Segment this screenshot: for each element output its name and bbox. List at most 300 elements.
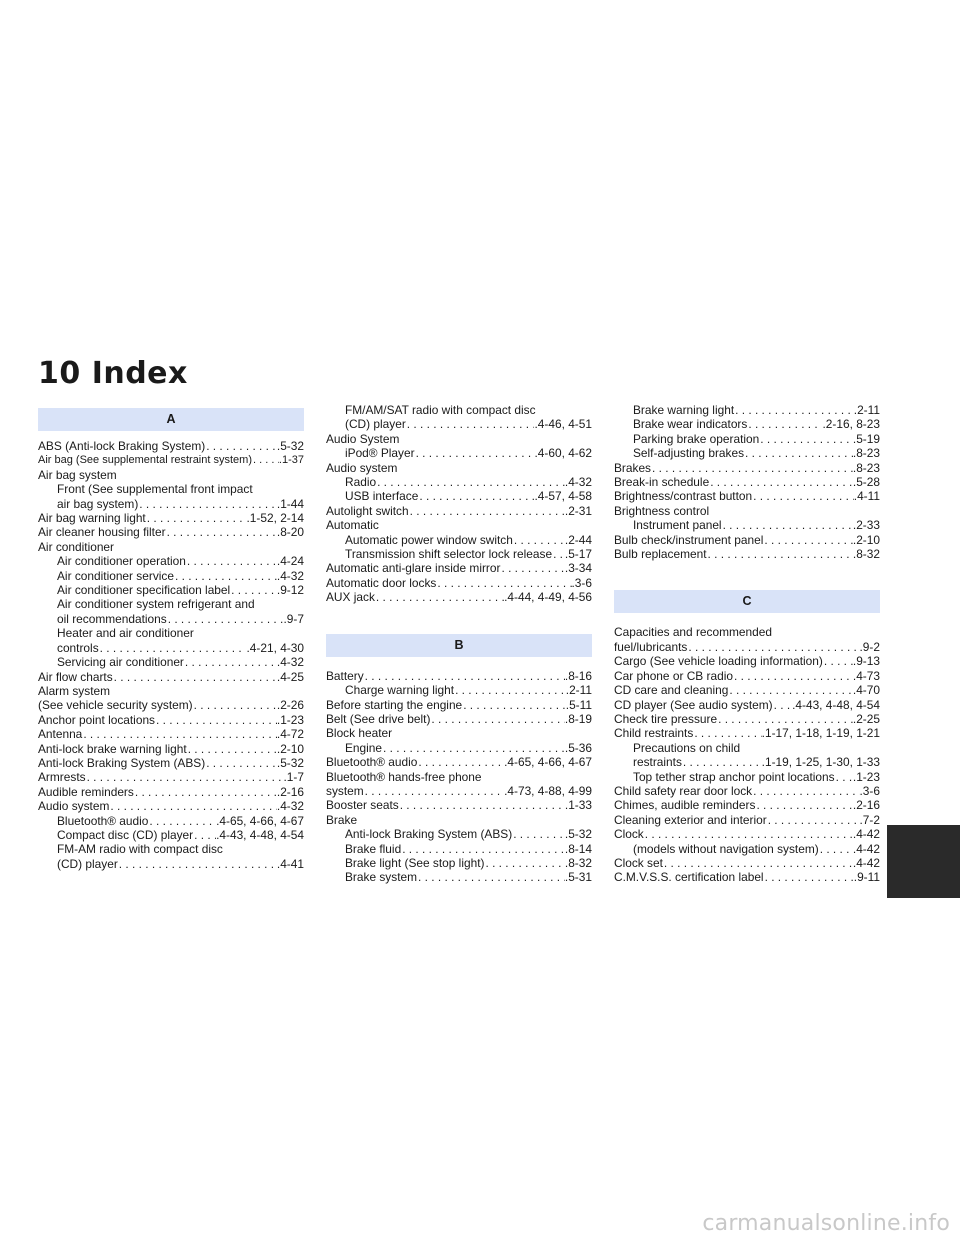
index-entry-label: CD player (See audio system) xyxy=(614,697,773,712)
index-entry-page: .4-57, 4-58 xyxy=(534,489,592,504)
index-entry xyxy=(326,504,592,518)
index-entry-page: .2-11 xyxy=(565,683,592,698)
index-entry-label: Transmission shift selector lock release xyxy=(345,547,553,562)
index-entry-label: oil recommendations xyxy=(57,611,167,626)
dot-leader xyxy=(375,590,504,604)
index-entry-label: Brakes xyxy=(614,460,652,475)
index-entry xyxy=(614,489,880,503)
index-column-1 xyxy=(38,408,304,871)
index-entry xyxy=(38,641,304,655)
index-entry xyxy=(38,439,304,453)
index-entry-label: Self-adjusting brakes xyxy=(633,446,745,461)
index-entry-page: .5-17 xyxy=(564,547,592,562)
dot-leader xyxy=(819,842,853,856)
index-entry-page: .9-2 xyxy=(859,639,880,654)
index-heading: FM-AM radio with compact disc xyxy=(57,842,223,857)
dot-leader xyxy=(113,670,277,684)
dot-leader xyxy=(193,698,277,712)
index-entry-label: Battery xyxy=(326,668,364,683)
index-entry-page: .4-32 xyxy=(276,799,304,814)
index-entry xyxy=(614,669,880,683)
index-entry-label: Air cleaner housing filter xyxy=(38,525,166,540)
dot-leader xyxy=(415,446,535,460)
page-title: 10 Index xyxy=(38,356,188,391)
dot-leader xyxy=(767,813,860,827)
index-entry xyxy=(326,590,592,604)
index-entry xyxy=(326,698,592,712)
index-entry-label: iPod® Player xyxy=(345,446,415,461)
index-entry-label: Anti-lock brake warning light xyxy=(38,741,187,756)
index-heading: Capacities and recommended xyxy=(614,625,772,640)
dot-leader xyxy=(99,641,247,655)
index-entry-label: Automatic door locks xyxy=(326,575,437,590)
index-column-3 xyxy=(614,403,880,885)
dot-leader xyxy=(174,569,277,583)
index-entry-label: Check tire pressure xyxy=(614,711,718,726)
index-entry xyxy=(38,828,304,842)
index-entry xyxy=(326,798,592,812)
index-entry xyxy=(614,856,880,870)
index-entry-page: .4-72 xyxy=(276,727,304,742)
index-entry-page: .4-42 xyxy=(852,855,880,870)
dot-leader xyxy=(755,798,852,812)
index-entry xyxy=(614,417,880,431)
index-entry-label: Antenna xyxy=(38,727,83,742)
index-entry xyxy=(38,583,304,597)
index-entry xyxy=(614,726,880,740)
index-entry-label: Automatic power window switch xyxy=(345,532,513,547)
index-entry-label: Brightness/contrast button xyxy=(614,489,753,504)
index-entry-label: Charge warning light xyxy=(345,683,455,698)
dot-leader xyxy=(252,453,279,467)
index-entry xyxy=(38,612,304,626)
index-entry-label: Instrument panel xyxy=(633,518,722,533)
index-entry xyxy=(38,857,304,871)
index-entry-page: .5-31 xyxy=(564,870,592,885)
dot-leader xyxy=(118,857,277,871)
dot-leader xyxy=(138,497,277,511)
dot-leader xyxy=(759,432,853,446)
index-entry xyxy=(614,827,880,841)
index-entry-label: air bag system) xyxy=(57,496,139,511)
index-entry-page: .4-25 xyxy=(276,669,304,684)
index-entry-label: (models without navigation system) xyxy=(633,841,819,856)
index-entry-label: Armrests xyxy=(38,770,86,785)
index-entry-label: Audio system xyxy=(38,799,110,814)
index-entry xyxy=(38,511,304,525)
index-entry xyxy=(38,713,304,727)
index-entry-page: .8-19 xyxy=(564,711,592,726)
index-entry-page: .1-52, 2-14 xyxy=(246,511,304,526)
index-entry-page: .2-16, 8-23 xyxy=(822,417,880,432)
index-entry xyxy=(614,432,880,446)
index-entry-label: CD care and cleaning xyxy=(614,683,729,698)
dot-leader xyxy=(82,727,277,741)
index-entry-page: .1-37 xyxy=(278,454,304,467)
index-entry-page: .2-44 xyxy=(564,532,592,547)
index-entry-label: Break-in schedule xyxy=(614,475,710,490)
dot-leader xyxy=(693,726,761,740)
index-entry-label: Clock set xyxy=(614,855,663,870)
index-entry-label: Compact disc (CD) player xyxy=(57,827,194,842)
index-entry xyxy=(326,489,592,503)
index-entry-page: .2-33 xyxy=(852,518,880,533)
index-entry-label: Car phone or CB radio xyxy=(614,668,733,683)
index-entry-page: .1-7 xyxy=(283,770,304,785)
index-entry-page: .4-44, 4-49, 4-56 xyxy=(504,590,592,605)
index-entry-page: .4-60, 4-62 xyxy=(534,446,592,461)
index-entry xyxy=(38,814,304,828)
index-entry-page: .1-33 xyxy=(564,798,592,813)
dot-leader xyxy=(134,785,277,799)
index-entry xyxy=(614,770,880,784)
index-entry-label: Parking brake operation xyxy=(633,431,760,446)
dot-leader xyxy=(752,784,859,798)
dot-leader xyxy=(230,583,277,597)
dot-leader xyxy=(513,533,565,547)
index-heading: Air conditioner system refrigerant and xyxy=(57,597,255,612)
index-entry-page: .8-32 xyxy=(564,855,592,870)
index-entry xyxy=(614,798,880,812)
index-entry-page: .3-34 xyxy=(564,561,592,576)
index-entry-label: system xyxy=(326,783,364,798)
dot-leader xyxy=(406,417,535,431)
index-entry-page: .9-11 xyxy=(853,870,880,885)
index-entry-label: Chimes, audible reminders xyxy=(614,798,756,813)
dot-leader xyxy=(155,713,277,727)
index-entry-label: Air flow charts xyxy=(38,669,113,684)
dot-leader xyxy=(728,683,853,697)
dot-leader xyxy=(773,698,792,712)
index-entry-page: .1-19, 1-25, 1-30, 1-33 xyxy=(761,755,880,770)
index-entry-page: .4-21, 4-30 xyxy=(246,640,304,655)
dot-leader xyxy=(205,756,277,770)
index-entry-page: .4-70 xyxy=(852,683,880,698)
index-entry xyxy=(326,446,592,460)
index-entry-label: Air conditioner service xyxy=(57,568,174,583)
index-entry-label: Child restraints xyxy=(614,726,694,741)
index-entry-label: Autolight switch xyxy=(326,503,409,518)
dot-leader xyxy=(186,554,277,568)
index-heading: Brightness control xyxy=(614,503,710,518)
dot-leader xyxy=(417,870,565,884)
dot-leader xyxy=(512,827,565,841)
index-entry xyxy=(38,756,304,770)
dot-leader xyxy=(500,561,564,575)
dot-leader xyxy=(401,842,565,856)
index-entry-page: .8-23 xyxy=(852,446,880,461)
index-entry-page: .3-6 xyxy=(571,575,592,590)
index-entry-page: .4-24 xyxy=(276,554,304,569)
index-entry-page: .8-20 xyxy=(276,525,304,540)
dot-leader xyxy=(364,784,504,798)
dot-leader xyxy=(707,547,853,561)
index-entry xyxy=(326,755,592,769)
dot-leader xyxy=(376,475,565,489)
index-entry-page: .8-23 xyxy=(852,460,880,475)
index-entry-label: Bluetooth® audio xyxy=(57,813,149,828)
dot-leader xyxy=(409,504,565,518)
index-entry-page: .4-32 xyxy=(276,655,304,670)
dot-leader xyxy=(109,799,277,813)
index-entry xyxy=(614,547,880,561)
index-entry-page: .5-32 xyxy=(564,827,592,842)
index-entry xyxy=(614,842,880,856)
index-heading: Audio system xyxy=(326,460,398,475)
dot-leader xyxy=(651,461,853,475)
index-heading: Brake xyxy=(326,812,358,827)
index-entry-label: Before starting the engine xyxy=(326,697,463,712)
index-entry-label: controls xyxy=(57,640,99,655)
index-entry xyxy=(614,446,880,460)
index-heading: Automatic xyxy=(326,518,379,533)
index-entry-label: Top tether strap anchor point locations xyxy=(633,769,835,784)
dot-leader xyxy=(764,870,854,884)
dot-leader xyxy=(399,798,565,812)
dot-leader xyxy=(148,814,216,828)
index-entry-label: C.M.V.S.S. certification label xyxy=(614,870,764,885)
index-entry-page: .4-42 xyxy=(852,841,880,856)
index-entry-page: .7-2 xyxy=(859,812,880,827)
index-heading: Bluetooth® hands-free phone xyxy=(326,769,482,784)
index-entry-label: Brake warning light xyxy=(633,403,735,417)
index-entry-label: Air conditioner operation xyxy=(57,554,186,569)
index-entry xyxy=(614,403,880,417)
index-heading: Air bag system xyxy=(38,467,117,482)
dot-leader xyxy=(193,828,216,842)
index-entry-label: Air bag warning light xyxy=(38,511,146,526)
index-entry-label: Bulb replacement xyxy=(614,547,707,562)
dot-leader xyxy=(835,770,853,784)
index-entry-label: Anti-lock Braking System (ABS) xyxy=(345,827,513,842)
index-entry-label: Cargo (See vehicle loading information) xyxy=(614,654,823,669)
index-entry-page: .5-32 xyxy=(276,755,304,770)
index-entry xyxy=(614,683,880,697)
index-entry-page: .4-32 xyxy=(564,475,592,490)
dot-leader xyxy=(823,654,853,668)
index-entry-label: (CD) player xyxy=(57,856,118,871)
index-entry xyxy=(38,727,304,741)
index-entry-label: Radio xyxy=(345,475,377,490)
index-entry xyxy=(326,547,592,561)
dot-leader xyxy=(744,446,853,460)
dot-leader xyxy=(733,669,853,683)
dot-leader xyxy=(663,856,853,870)
index-entry xyxy=(614,518,880,532)
dot-leader xyxy=(86,770,284,784)
dot-leader xyxy=(687,640,859,654)
index-entry xyxy=(614,654,880,668)
index-entry-label: fuel/lubricants xyxy=(614,639,688,654)
index-entry-page: .1-23 xyxy=(852,769,880,784)
dot-leader xyxy=(763,533,853,547)
index-entry-label: Brake system xyxy=(345,870,418,885)
dot-leader xyxy=(364,669,565,683)
index-entry xyxy=(614,640,880,654)
index-entry xyxy=(614,533,880,547)
index-entry-page: .2-16 xyxy=(852,798,880,813)
index-entry xyxy=(38,655,304,669)
index-entry-page: .4-43, 4-48, 4-54 xyxy=(216,827,304,842)
index-entry xyxy=(614,755,880,769)
index-entry xyxy=(326,417,592,431)
index-entry xyxy=(614,784,880,798)
dot-leader xyxy=(167,612,284,626)
index-entry-page: .3-6 xyxy=(859,783,880,798)
dot-leader xyxy=(146,511,247,525)
index-entry xyxy=(326,576,592,590)
dot-leader xyxy=(418,489,534,503)
index-entry xyxy=(326,683,592,697)
index-entry xyxy=(326,827,592,841)
index-heading: Audio System xyxy=(326,431,400,446)
index-entry-label: Servicing air conditioner xyxy=(57,655,184,670)
index-entry-label: Booster seats xyxy=(326,798,399,813)
index-entry-page: .5-11 xyxy=(565,697,592,712)
dot-leader xyxy=(644,827,853,841)
index-entry-label: Automatic anti-glare inside mirror xyxy=(326,561,501,576)
index-entry-page: .4-41 xyxy=(276,856,304,871)
index-entry-page: .2-10 xyxy=(276,741,304,756)
index-entry-page: .9-12 xyxy=(276,583,304,598)
index-entry-page: .4-65, 4-66, 4-67 xyxy=(216,813,304,828)
index-entry-page: .4-11 xyxy=(853,489,880,504)
index-entry-page: .4-73 xyxy=(852,668,880,683)
index-entry xyxy=(326,561,592,575)
index-entry xyxy=(326,784,592,798)
dot-leader xyxy=(417,755,504,769)
dot-leader xyxy=(717,712,853,726)
dot-leader xyxy=(462,698,566,712)
index-entry xyxy=(614,813,880,827)
index-entry-label: Cleaning exterior and interior xyxy=(614,812,767,827)
index-entry-label: Clock xyxy=(614,827,644,842)
dot-leader xyxy=(454,683,566,697)
dot-leader xyxy=(484,856,564,870)
index-entry-label: (CD) player xyxy=(345,417,406,432)
index-entry-page: .1-23 xyxy=(276,712,304,727)
index-entry xyxy=(38,670,304,684)
dot-leader xyxy=(747,417,822,431)
index-entry-page: .8-14 xyxy=(564,841,592,856)
index-heading: FM/AM/SAT radio with compact disc xyxy=(345,403,536,417)
index-entry-page: .2-11 xyxy=(853,403,880,417)
index-entry xyxy=(614,870,880,884)
dot-leader xyxy=(166,525,277,539)
dot-leader xyxy=(430,712,564,726)
index-entry-label: Belt (See drive belt) xyxy=(326,711,431,726)
dot-leader xyxy=(436,576,571,590)
dot-leader xyxy=(184,655,277,669)
index-entry-label: Bulb check/instrument panel xyxy=(614,532,764,547)
index-entry-page: .4-43, 4-48, 4-54 xyxy=(792,697,880,712)
index-entry xyxy=(326,741,592,755)
index-entry xyxy=(38,554,304,568)
dot-leader xyxy=(709,475,853,489)
index-entry-page: .8-16 xyxy=(564,668,592,683)
index-entry xyxy=(38,525,304,539)
index-heading: Air conditioner xyxy=(38,539,115,554)
dot-leader xyxy=(752,489,854,503)
index-entry-label: Bluetooth® audio xyxy=(326,755,418,770)
index-entry-page: .2-16 xyxy=(276,784,304,799)
index-entry-label: Child safety rear door lock xyxy=(614,783,753,798)
index-entry-label: AUX jack xyxy=(326,590,375,605)
index-entry-label: Brake light (See stop light) xyxy=(345,855,485,870)
index-entry-page: .4-73, 4-88, 4-99 xyxy=(504,783,592,798)
section-header-c: C xyxy=(614,590,880,613)
index-entry xyxy=(326,856,592,870)
index-entry xyxy=(38,742,304,756)
index-heading: Precautions on child xyxy=(633,740,741,755)
index-entry xyxy=(326,475,592,489)
index-entry-label: USB interface xyxy=(345,489,419,504)
index-entry xyxy=(326,870,592,884)
index-entry xyxy=(326,712,592,726)
dot-leader xyxy=(682,755,762,769)
watermark: carmanualsonline.info xyxy=(702,1211,950,1236)
index-entry-page: .1-17, 1-18, 1-19, 1-21 xyxy=(761,726,880,741)
index-entry-page: .5-32 xyxy=(276,439,304,453)
index-entry-page: .4-65, 4-66, 4-67 xyxy=(504,755,592,770)
index-entry-label: ABS (Anti-lock Braking System) xyxy=(38,439,206,453)
index-entry-label: Air conditioner specification label xyxy=(57,583,231,598)
index-entry-label: Brake wear indicators xyxy=(633,417,748,432)
index-entry-page: .5-19 xyxy=(852,431,880,446)
index-entry-label: Air bag (See supplemental restraint system) xyxy=(38,454,252,467)
index-entry xyxy=(614,475,880,489)
dot-leader xyxy=(187,742,277,756)
index-entry-label: Engine xyxy=(345,740,383,755)
index-entry-page: .5-28 xyxy=(852,475,880,490)
index-entry-page: .2-26 xyxy=(276,698,304,713)
index-entry-page: .4-46, 4-51 xyxy=(534,417,592,432)
index-entry-label: restraints xyxy=(633,755,682,770)
index-entry-label: Brake fluid xyxy=(345,841,402,856)
index-entry xyxy=(38,785,304,799)
dot-leader xyxy=(382,741,565,755)
index-entry-page: .8-32 xyxy=(852,547,880,562)
index-entry xyxy=(38,770,304,784)
index-heading: Block heater xyxy=(326,726,393,741)
dot-leader xyxy=(722,518,853,532)
section-header-a: A xyxy=(38,408,304,431)
index-entry xyxy=(38,453,304,467)
index-entry xyxy=(38,569,304,583)
index-column-2 xyxy=(326,403,592,885)
index-entry-page: .4-32 xyxy=(276,568,304,583)
index-entry-page: .1-44 xyxy=(276,496,304,511)
index-entry xyxy=(326,842,592,856)
index-entry xyxy=(614,461,880,475)
index-entry-page: .9-13 xyxy=(852,654,880,669)
chapter-tab-marker xyxy=(887,825,960,898)
index-entry-page: .2-10 xyxy=(852,532,880,547)
dot-leader xyxy=(734,403,854,417)
dot-leader xyxy=(552,547,565,561)
index-entry-page: .4-42 xyxy=(852,827,880,842)
section-header-b: B xyxy=(326,634,592,657)
index-entry-label: Anchor point locations xyxy=(38,712,155,727)
index-entry-page: .2-31 xyxy=(564,503,592,518)
index-entry-label: Audible reminders xyxy=(38,784,134,799)
index-entry xyxy=(38,497,304,511)
dot-leader xyxy=(205,439,277,453)
index-entry-page: .5-36 xyxy=(564,740,592,755)
index-heading: Heater and air conditioner xyxy=(57,626,194,641)
index-entry-page: .2-25 xyxy=(852,711,880,726)
index-entry-label: (See vehicle security system) xyxy=(38,698,193,713)
